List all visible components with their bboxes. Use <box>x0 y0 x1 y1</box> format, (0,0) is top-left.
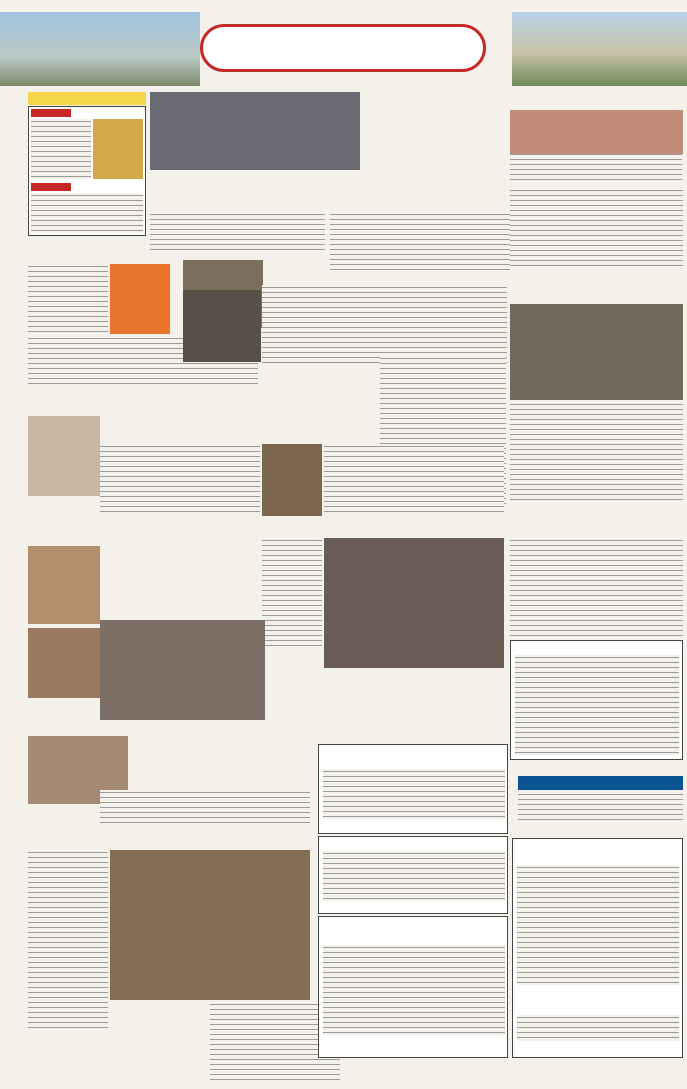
rally-text <box>28 850 108 1030</box>
ad-electricity-website <box>517 989 679 997</box>
pec-text <box>262 538 322 648</box>
kirtan-sub-label <box>31 109 71 117</box>
ad-notice-box <box>510 640 683 760</box>
anniversary-photo-1 <box>28 546 100 624</box>
kala-text <box>510 188 683 268</box>
ad-college-title <box>321 839 505 849</box>
parking-bullet <box>380 304 510 354</box>
cm-text-2 <box>324 444 504 514</box>
ad-tender-title <box>321 747 505 757</box>
golden-temple-photo <box>93 119 143 179</box>
ptc-label <box>31 183 71 191</box>
kirtan-box <box>28 106 146 236</box>
print-line <box>2 1 302 8</box>
head-kala <box>510 172 683 186</box>
birthday-caption <box>28 498 100 512</box>
head-students-memorandum <box>150 184 510 210</box>
birthday-heading <box>28 402 100 414</box>
ad-tender-date <box>439 759 505 767</box>
ad-trust-sarkar <box>321 919 505 929</box>
masthead-subtitle <box>213 59 303 69</box>
auto-drivers-photo <box>510 304 683 400</box>
ad-notice-text <box>515 655 679 755</box>
masthead-title-left <box>217 29 337 59</box>
head-parking-fee <box>380 272 680 302</box>
cm-appeal-subhead <box>100 428 400 440</box>
ptc-text <box>31 193 143 233</box>
ad-tender-pr <box>323 823 505 831</box>
ad-college-text <box>323 851 505 901</box>
kirtan-text <box>31 119 91 179</box>
ad-trust-box <box>318 916 508 1058</box>
head-cm-appeal <box>100 410 505 428</box>
ad-banner-text <box>518 792 683 824</box>
cm-text <box>100 444 260 514</box>
birthday-photo <box>28 416 100 496</box>
orange-highlight-box <box>110 264 170 334</box>
rally-photo <box>110 850 310 1000</box>
ad-electricity-pr <box>517 1001 679 1011</box>
anniversary-photo-2 <box>28 628 100 698</box>
owl-photo <box>183 290 261 362</box>
page-number <box>491 30 511 56</box>
head-nss <box>100 762 320 786</box>
kirtan-box-title <box>28 92 146 105</box>
ad-electricity-text <box>517 865 679 985</box>
parking-text-2 <box>510 402 683 502</box>
ad-electricity-code <box>517 1045 679 1053</box>
masthead-right-photo <box>512 12 687 86</box>
masthead-title-right <box>353 29 448 59</box>
ad-punjab-sarkar-banner <box>518 776 683 790</box>
ad-tender-text <box>323 769 505 819</box>
ad-trust-text <box>323 945 505 1035</box>
masthead-left-photo <box>0 12 200 86</box>
right-top-photo <box>510 110 683 154</box>
left-news1-headline <box>28 240 150 262</box>
ad-electricity-box <box>512 838 683 1058</box>
students-photo <box>150 92 360 170</box>
ad-electricity-footer-text <box>517 1015 679 1041</box>
masthead-date <box>343 59 463 69</box>
ad-college-box <box>318 836 508 914</box>
nss-photo <box>100 620 265 720</box>
anniversary-heading <box>28 532 100 544</box>
students-caption <box>150 171 360 183</box>
ad-notice-title <box>513 643 681 653</box>
ad-electricity-notice <box>517 853 677 863</box>
masthead-banner <box>200 24 486 72</box>
ad-tender-box <box>318 744 508 834</box>
nss-text <box>100 790 310 826</box>
head-owl-rescue <box>262 252 380 282</box>
students-text <box>150 212 325 252</box>
ad-electricity-sarkar <box>515 841 680 851</box>
ad-tender-ref <box>323 759 433 767</box>
ad-trust-pr <box>323 1039 505 1047</box>
head-pec-conclave <box>262 519 682 535</box>
pec-caption <box>324 670 504 684</box>
anniversary-caption <box>28 702 100 728</box>
ad-college-pr <box>323 903 505 911</box>
head-electricity-rally <box>28 830 328 848</box>
pec-text-2 <box>510 538 683 638</box>
pec-photo <box>324 538 504 668</box>
cm-photo <box>262 444 322 516</box>
ad-trust-title <box>349 931 505 941</box>
left-news1-text <box>28 264 108 334</box>
